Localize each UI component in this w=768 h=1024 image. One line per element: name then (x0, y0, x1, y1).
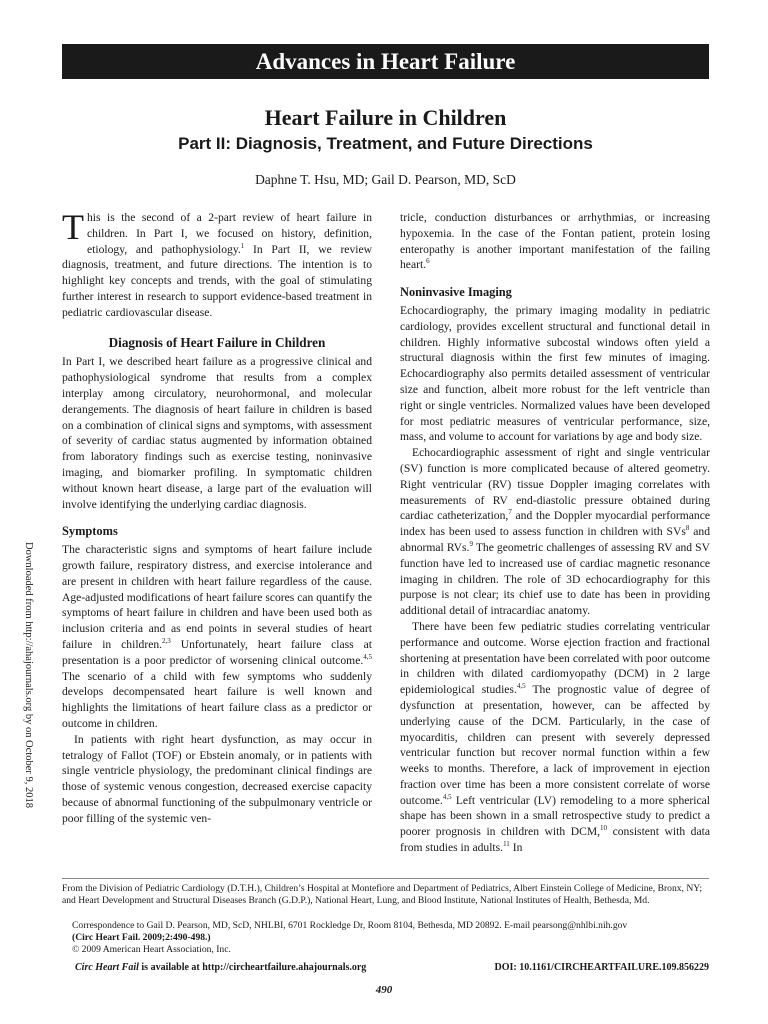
diagnosis-paragraph: In Part I, we described heart failure as a progressive clinical and pathophysiological syndrome that results from a complex interplay among circulatory, neurohormonal, and molecular derangements. The diagnosis of heart failure in children is based on a combination of clinical signs and symptoms, with assessment of severity of cardiac status augmented by information obtained from laboratory findings such as exercise testing, noninvasive imaging, and biomarker profiling. In symptomatic children without known heart disease, a large part of the evaluation will involve identifying the underlying cardiac diagnosis. (62, 355, 372, 511)
correspondence-note: Correspondence to Gail D. Pearson, MD, ScD, NHLBI, 6701 Rockledge Dr, Room 8104, Bethesda, MD 20892. E-mail pearsong@nhlbi.nih.gov (72, 920, 628, 931)
left-column (62, 207, 373, 826)
page-number: 490 (375, 984, 393, 996)
imaging-paragraph-2: Echocardiographic assessment of right and single ventricular (SV) function is more complicated because of altered geometry. Right ventricular (RV) tissue Doppler imaging correlates with measurements of RV end-diastolic pressure obtained during cardiac catheterization,$^7$ and the Doppler myocardial performance index has been used to assess function in children with SVs$^8$ and abnormal RVs.$^9$ The geometric challenges of assessing RV and SV function have led to increased use of cardiac magnetic resonance imaging in children. The role of 3D echocardiography for this purpose is not clear; its chief use to date has been in providing additional detail of intracardiac anatomy. (400, 446, 711, 618)
article-title: Heart Failure in Children (264, 105, 507, 130)
doi-label: DOI: 10.1161/CIRCHEARTFAILURE.109.856229 (494, 962, 709, 973)
diagnosis-heading: Diagnosis of Heart Failure in Children (108, 334, 326, 350)
affiliation-note: From the Division of Pediatric Cardiology (D.T.H.), Children’s Hospital at Montefiore and Department of Pediatrics, Albert Einstein College of Medicine, Bronx, NY; and Heart Development and Structural Diseases Branch (G.D.P.), National Heart, Lung, and Blood Institute, National Institutes of Health, Bethesda, Md. (62, 883, 702, 906)
intro-paragraph: This is the second of a 2-part review of heart failure in children. In Part I, we focused on history, definition, etiology, and pathophysiology.$^1$ In Part II, we review diagnosis, treatment, and future directions. The intention is to highlight key concepts and trends, with the goal of stimulating further interest in research to support evidence-based treatment in pediatric cardiovascular disease. (62, 207, 372, 319)
symptoms-paragraph-2: In patients with right heart dysfunction, as may occur in tetralogy of Fallot (TOF) or Ebstein anomaly, or in patients with single ventricle physiology, the predominant clinical findings are those of systemic venous congestion, decreased exercise capacity because of abnormal functioning of the subpulmonary ventricle or poor filling of the systemic ven- (62, 732, 372, 825)
drop-cap: T (62, 207, 84, 247)
symptoms-paragraph-1: The characteristic signs and symptoms of heart failure include growth failure, respiratory distress, and exercise intolerance and are present in children with heart failure regardless of the cause. Age-adjusted modifications of heart failure scores can quantify the symptoms of heart failure in children and have been used both as inclusion criteria and as end points in several studies of heart failure in children.$^{2,3}$ Unfortunately, heart failure class at presentation is a poor predictor of worsening clinical outcome.$^{4,5}$ The scenario of a child with few symptoms who suddenly develops decompensated heart failure is well known and highlights the limitations of heart failure class as a predictor or outcome in children. (62, 543, 373, 730)
imaging-paragraph-3: There have been few pediatric studies correlating ventricular performance and outcome. Worse ejection fraction and fractional shortening at presentation have been correlated with poor outcome in children with dilated cardiomyopathy (DCM) in 2 large epidemiological studies.$^{4,5}$ The prognostic value of degree of dysfunction at presentation, however, can be affected by underlying cause of the DCM. Particularly, in the case of myocarditis, children can present with severely depressed ventricular function but recover normal function within a few weeks to months. Therefore, a lack of improvement in ejection fraction over time has been a more consistent correlate of worse outcome.$^{4,5}$ Left ventricular (LV) remodeling to a more spherical shape has been shown in a small retrospective study to predict a poorer prognosis in children with DCM,$^{10}$ consistent with data from studies in adults.$^{11}$ In (400, 619, 710, 855)
citation-note: (Circ Heart Fail. 2009;2:490-498.) (72, 932, 211, 943)
imaging-heading: Noninvasive Imaging (400, 285, 512, 300)
continued-paragraph: tricle, conduction disturbances or arrhythmias, or increasing hypoxemia. In the case of the Fontan patient, protein losing enteropathy is another important manifestation of the failing heart.$^6$ (400, 211, 710, 272)
download-note: Downloaded from http://ahajournals.org by on October 9, 2018 (23, 542, 34, 809)
imaging-paragraph-1: Echocardiography, the primary imaging modality in pediatric cardiology, provides excellent structural and functional detail in children. Highly informative subcostal windows often yield a structural diagnosis within the first few minutes of imaging. Echocardiography also permits detailed assessment of ventricular size and function, albeit more robust for the left ventricle than right or single ventricles. Normalized values have been developed for most pediatric measures of ventricular performance, size, mass, and volume to account for variations by age and body size. (400, 303, 710, 444)
footnote-divider (62, 878, 709, 879)
right-column (400, 210, 710, 856)
article-subtitle: Part II: Diagnosis, Treatment, and Future Directions (178, 134, 593, 153)
symptoms-heading: Symptoms (62, 524, 118, 539)
author-line: Daphne T. Hsu, MD; Gail D. Pearson, MD, ScD (255, 172, 516, 187)
section-banner: Advances in Heart Failure (62, 44, 709, 79)
copyright-note: © 2009 American Heart Association, Inc. (72, 944, 231, 955)
journal-availability: Circ Heart Fail is available at http://circheartfailure.ahajournals.org (75, 962, 367, 973)
